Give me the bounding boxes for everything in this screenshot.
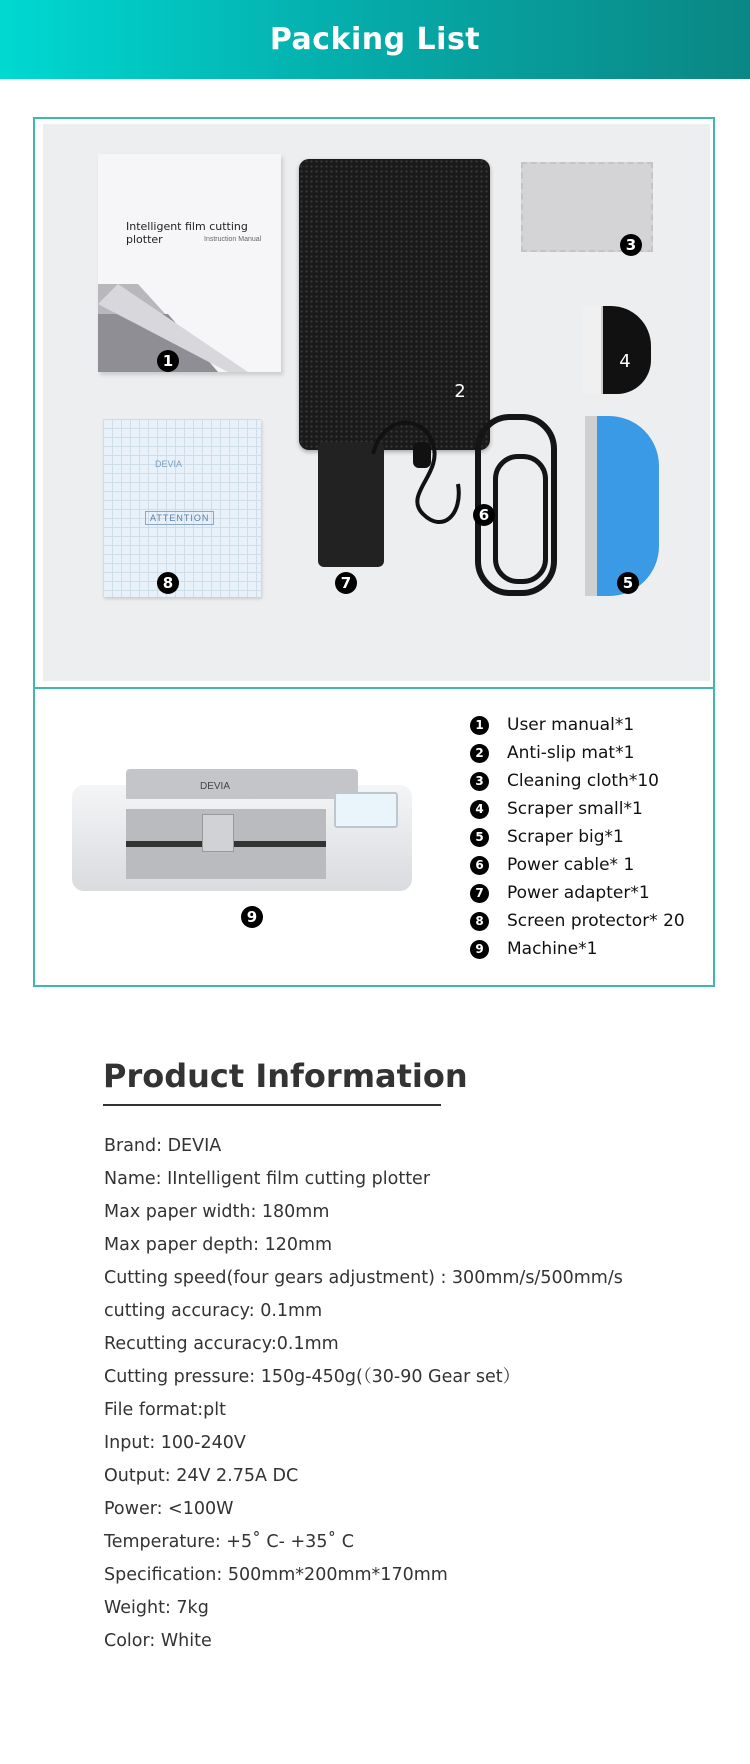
spec-item: Input: 100-240V xyxy=(104,1433,246,1453)
label-2: 2 xyxy=(454,380,466,402)
label-8: 8 xyxy=(157,572,179,594)
scraper-big-item xyxy=(585,416,659,596)
protector-attention: ATTENTION xyxy=(145,511,214,525)
cutting-plotter-machine xyxy=(72,769,412,891)
spec-item: Power: <100W xyxy=(104,1499,234,1519)
packing-list xyxy=(470,711,685,963)
list-item: 9 Machine*1 xyxy=(470,935,685,963)
label-7: 7 xyxy=(335,572,357,594)
spec-item: Name: IIntelligent film cutting plotter xyxy=(104,1169,431,1189)
label-3: 3 xyxy=(620,234,642,256)
spec-item: Output: 24V 2.75A DC xyxy=(104,1466,299,1486)
frame-divider xyxy=(35,687,713,689)
spec-item: cutting accuracy: 0.1mm xyxy=(104,1301,323,1321)
power-cable-coil xyxy=(493,454,548,584)
spec-item: Cutting pressure: 150g-450g(（30-90 Gear set） xyxy=(104,1367,521,1387)
label-1: 1 xyxy=(157,350,179,372)
user-manual-item xyxy=(98,154,281,372)
manual-title: Intelligent film cutting plotter xyxy=(126,220,248,246)
screen-protector-item xyxy=(103,419,261,597)
product-specs xyxy=(104,1130,623,1658)
title-underline xyxy=(103,1104,441,1106)
list-item: 5 Scraper big*1 xyxy=(470,823,685,851)
machine-brand: DEVIA xyxy=(200,781,231,792)
spec-item: Max paper depth: 120mm xyxy=(104,1235,333,1255)
list-item: 2 Anti-slip mat*1 xyxy=(470,739,685,767)
scraper-small-item xyxy=(583,306,651,394)
spec-item: Brand: DEVIA xyxy=(104,1136,222,1156)
spec-item: Max paper width: 180mm xyxy=(104,1202,330,1222)
product-photo xyxy=(43,124,710,681)
list-item: 6 Power cable* 1 xyxy=(470,851,685,879)
list-item: 4 Scraper small*1 xyxy=(470,795,685,823)
label-6: 6 xyxy=(473,504,495,526)
label-9: 9 xyxy=(241,906,263,928)
label-4: 4 xyxy=(619,350,631,372)
label-5: 5 xyxy=(617,572,639,594)
list-item: 1 User manual*1 xyxy=(470,711,685,739)
spec-item: Specification: 500mm*200mm*170mm xyxy=(104,1565,448,1585)
product-info-title: Product Information xyxy=(103,1057,468,1095)
list-item: 3 Cleaning cloth*10 xyxy=(470,767,685,795)
page-title: Packing List xyxy=(269,22,481,57)
spec-item: Cutting speed(four gears adjustment) : 300mm/s/500mm/s xyxy=(104,1268,623,1288)
spec-item: Recutting accuracy:0.1mm xyxy=(104,1334,339,1354)
anti-slip-mat-item xyxy=(299,159,490,450)
header-banner xyxy=(0,0,750,79)
adapter-cord xyxy=(363,414,473,554)
spec-item: File format:plt xyxy=(104,1400,226,1420)
machine-screen xyxy=(334,792,398,828)
protector-brand: DEVIA xyxy=(155,459,183,469)
spec-item: Color: White xyxy=(104,1631,212,1651)
spec-item: Temperature: +5˚ C- +35˚ C xyxy=(104,1532,354,1552)
list-item: 7 Power adapter*1 xyxy=(470,879,685,907)
list-item: 8 Screen protector* 20 xyxy=(470,907,685,935)
manual-graphic xyxy=(98,154,281,372)
spec-item: Weight: 7kg xyxy=(104,1598,209,1618)
manual-subtitle: Instruction Manual xyxy=(204,236,262,243)
